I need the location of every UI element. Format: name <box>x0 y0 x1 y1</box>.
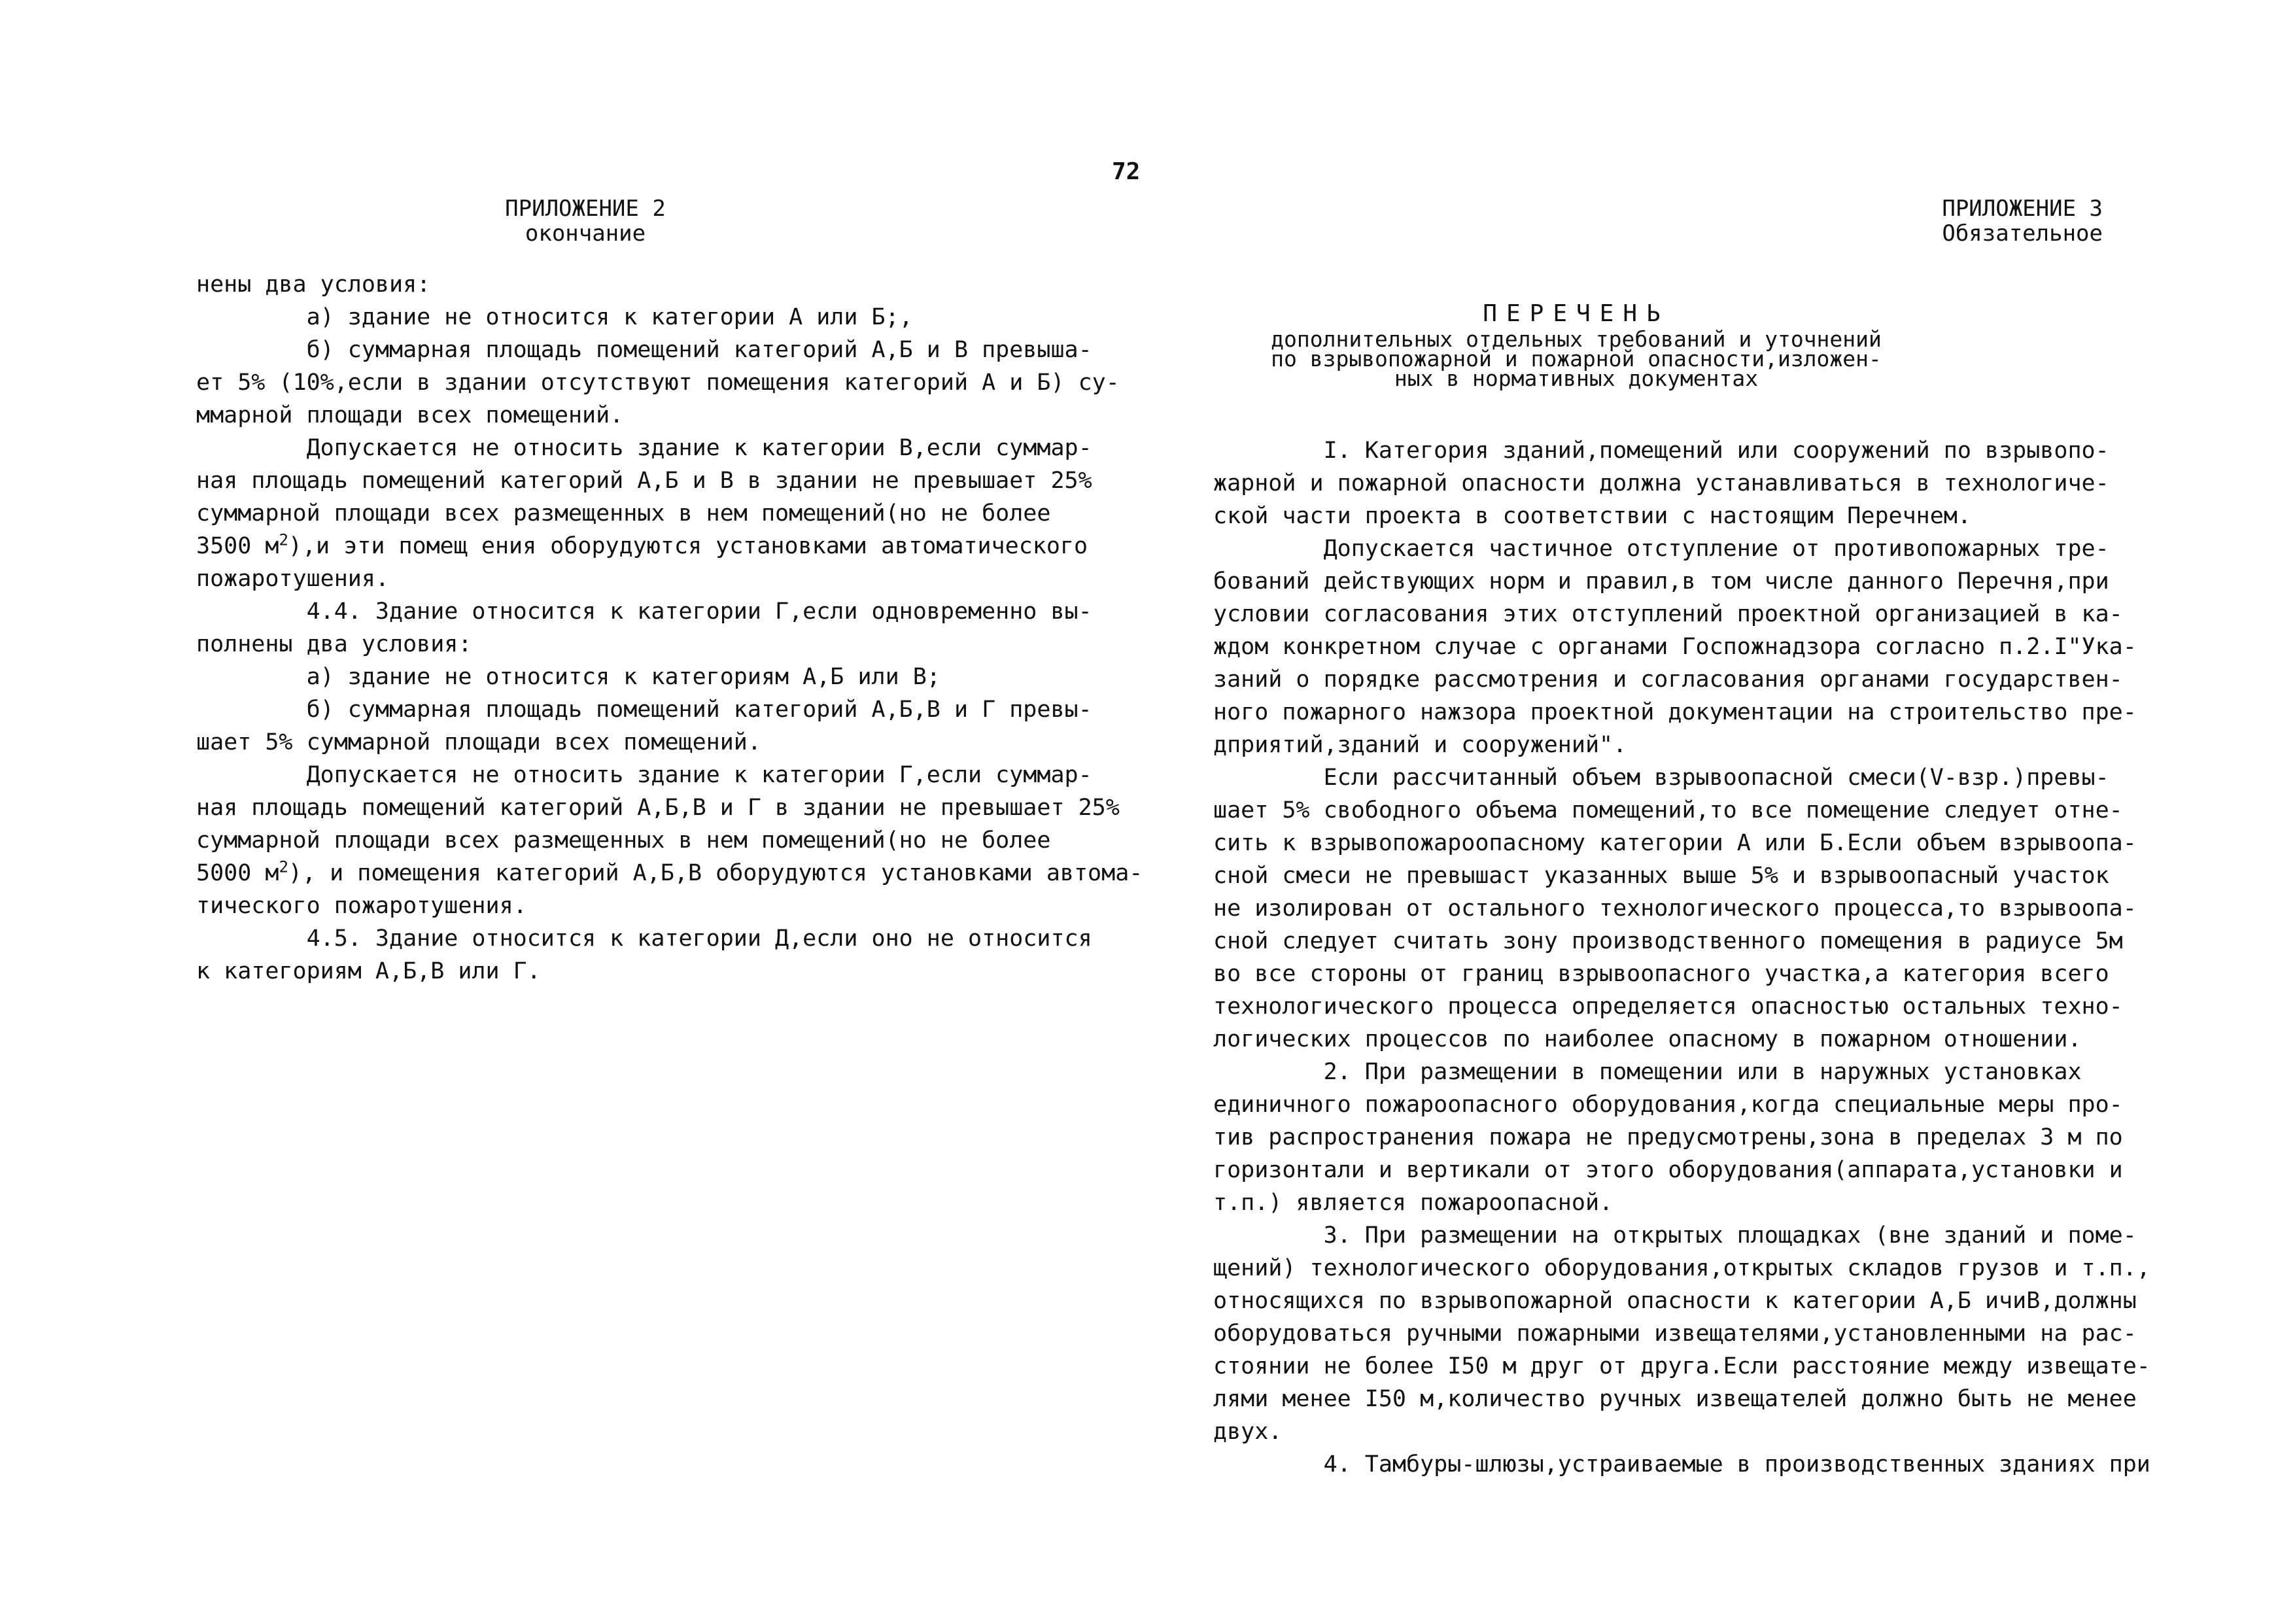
text-line: б) суммарная площадь помещений категорий А,Б и В превыша- <box>196 337 1092 363</box>
text-line: единичного пожароопасного оборудования,когда специальные меры про- <box>1213 1092 2123 1118</box>
text-line: Допускается частичное отступление от противопожарных тре- <box>1213 536 2109 562</box>
text-line: а) здание не относится к категории А или Б;, <box>196 304 913 330</box>
superscript: 2 <box>279 857 288 876</box>
text-line: стоянии не более I50 м друг от друга.Если расстояние между извещате- <box>1213 1353 2150 1379</box>
document-title: ПЕРЕЧЕНЬ <box>1483 300 1670 327</box>
text-line: ммарной площади всех помещений. <box>196 402 624 428</box>
subtitle-line: ных в нормативных документах <box>1394 366 1759 391</box>
text-line: шает 5% свободного объема помещений,то все помещение следует отне- <box>1213 797 2123 823</box>
appendix-2-header <box>196 196 975 246</box>
text-line: тив распространения пожара не предусмотрены,зона в пределах 3 м по <box>1213 1124 2123 1150</box>
text-line: ная площадь помещений категорий А,Б и В в здании не превышает 25% <box>196 468 1092 494</box>
text-line: условии согласования этих отступлений проектной организацией в ка- <box>1213 601 2123 627</box>
text-segment: ), и помещения категорий А,Б,В оборудуются установками автома- <box>288 860 1143 886</box>
page-number: 72 <box>1112 158 1141 185</box>
appendix-label: ПРИЛОЖЕНИЕ 2 <box>505 196 666 222</box>
text-line-with-superscript <box>196 857 1143 890</box>
text-line: жарной и пожарной опасности должна устанавливаться в технологиче- <box>1213 470 2109 496</box>
text-line: относящихся по взрывопожарной опасности к категории А,Б ичиВ,должны <box>1213 1288 2137 1314</box>
text-line: технологического процесса определяется опасностью остальных техно- <box>1213 993 2123 1020</box>
text-line: I. Категория зданий,помещений или сооружений по взрывопо- <box>1213 438 2109 464</box>
text-segment: 5000 м <box>196 860 279 886</box>
appendix-3-header <box>1213 196 2103 246</box>
appendix-subtitle: окончание <box>525 220 646 247</box>
left-body-text <box>196 268 1143 988</box>
text-line: горизонтали и вертикали от этого оборудования(аппарата,установки и <box>1213 1157 2123 1183</box>
text-line: Если рассчитанный объем взрывоопасной смеси(V-взр.)превы- <box>1213 765 2109 791</box>
text-line: Допускается не относить здание к категории В,если суммар- <box>196 435 1092 461</box>
text-segment: ),и эти помещ ения оборудуются установками автоматического <box>288 533 1088 559</box>
text-line: 4.4. Здание относится к категории Г,если одновременно вы- <box>196 598 1092 625</box>
text-line: щений) технологического оборудования,открытых складов грузов и т.п., <box>1213 1255 2150 1281</box>
text-line: 3. При размещении на открытых площадках (вне зданий и поме- <box>1213 1222 2137 1249</box>
document-subtitle <box>1050 326 2103 391</box>
text-line: ет 5% (10%,если в здании отсутствуют помещения категорий А и Б) су- <box>196 370 1120 396</box>
text-line: а) здание не относится к категориям А,Б или В; <box>196 664 940 690</box>
right-column <box>1213 196 2150 1481</box>
text-line: 4. Тамбуры-шлюзы,устраиваемые в производственных зданиях при <box>1213 1451 2150 1477</box>
text-line: ная площадь помещений категорий А,Б,В и Г в здании не превышает 25% <box>196 795 1120 821</box>
text-line: пожаротушения. <box>196 566 390 592</box>
text-line: во все стороны от границ взрывоопасного участка,а категория всего <box>1213 961 2109 987</box>
text-line: сной следует считать зону производственного помещения в радиусе 5м <box>1213 928 2123 954</box>
text-line: к категориям А,Б,В или Г. <box>196 958 541 984</box>
text-line: не изолирован от остального технологического процесса,то взрывоопа- <box>1213 895 2137 922</box>
text-line: ного пожарного нажзора проектной документации на строительство пре- <box>1213 699 2137 725</box>
text-line: т.п.) является пожароопасной. <box>1213 1190 1613 1216</box>
text-line: суммарной площади всех размещенных в нем помещений(но не более <box>196 827 1051 854</box>
text-line: оборудоваться ручными пожарными извещателями,установленными на рас- <box>1213 1321 2137 1347</box>
text-line: сить к взрывопожароопасному категории А или Б.Если объем взрывоопа- <box>1213 830 2137 856</box>
text-line: шает 5% суммарной площади всех помещений. <box>196 729 761 755</box>
text-line: сной смеси не превышаст указанных выше 5% и взрывоопасный участок <box>1213 863 2109 889</box>
text-line: двух. <box>1213 1419 1283 1445</box>
left-column <box>196 196 1143 988</box>
text-line: бований действующих норм и правил,в том числе данного Перечня,при <box>1213 568 2109 595</box>
text-line: лями менее I50 м,количество ручных извещателей должно быть не менее <box>1213 1386 2137 1412</box>
text-segment: 3500 м <box>196 533 279 559</box>
text-line: ской части проекта в соответствии с настоящим Перечнем. <box>1213 503 1971 529</box>
text-line: Допускается не относить здание к категории Г,если суммар- <box>196 762 1092 788</box>
text-line: ждом конкретном случае с органами Госпожнадзора согласно п.2.I"Ука- <box>1213 634 2137 660</box>
text-line: 4.5. Здание относится к категории Д,если оно не относится <box>196 925 1092 952</box>
text-line: логических процессов по наиболее опасному в пожарном отношении. <box>1213 1026 2082 1052</box>
subtitle-line: по взрывопожарной и пожарной опасности,изложен- <box>1271 346 1882 371</box>
subtitle-line: дополнительных отдельных требований и уточнений <box>1271 326 1882 352</box>
appendix-subtitle: Обязательное <box>1942 220 2103 247</box>
text-line: нены два условия: <box>196 271 431 298</box>
text-line: тического пожаротушения. <box>196 893 527 919</box>
text-line: б) суммарная площадь помещений категорий А,Б,В и Г превы- <box>196 697 1092 723</box>
text-line: 2. При размещении в помещении или в наружных установках <box>1213 1059 2082 1085</box>
right-body-text <box>1213 434 2150 1481</box>
superscript: 2 <box>279 530 288 549</box>
appendix-label: ПРИЛОЖЕНИЕ 3 <box>1942 196 2103 222</box>
text-line: суммарной площади всех размещенных в нем помещений(но не более <box>196 500 1051 527</box>
text-line: дприятий,зданий и сооружений". <box>1213 732 1627 758</box>
text-line: полнены два условия: <box>196 631 472 657</box>
text-line-with-superscript <box>196 530 1088 562</box>
text-line: заний о порядке рассмотрения и согласования органами государствен- <box>1213 666 2123 693</box>
